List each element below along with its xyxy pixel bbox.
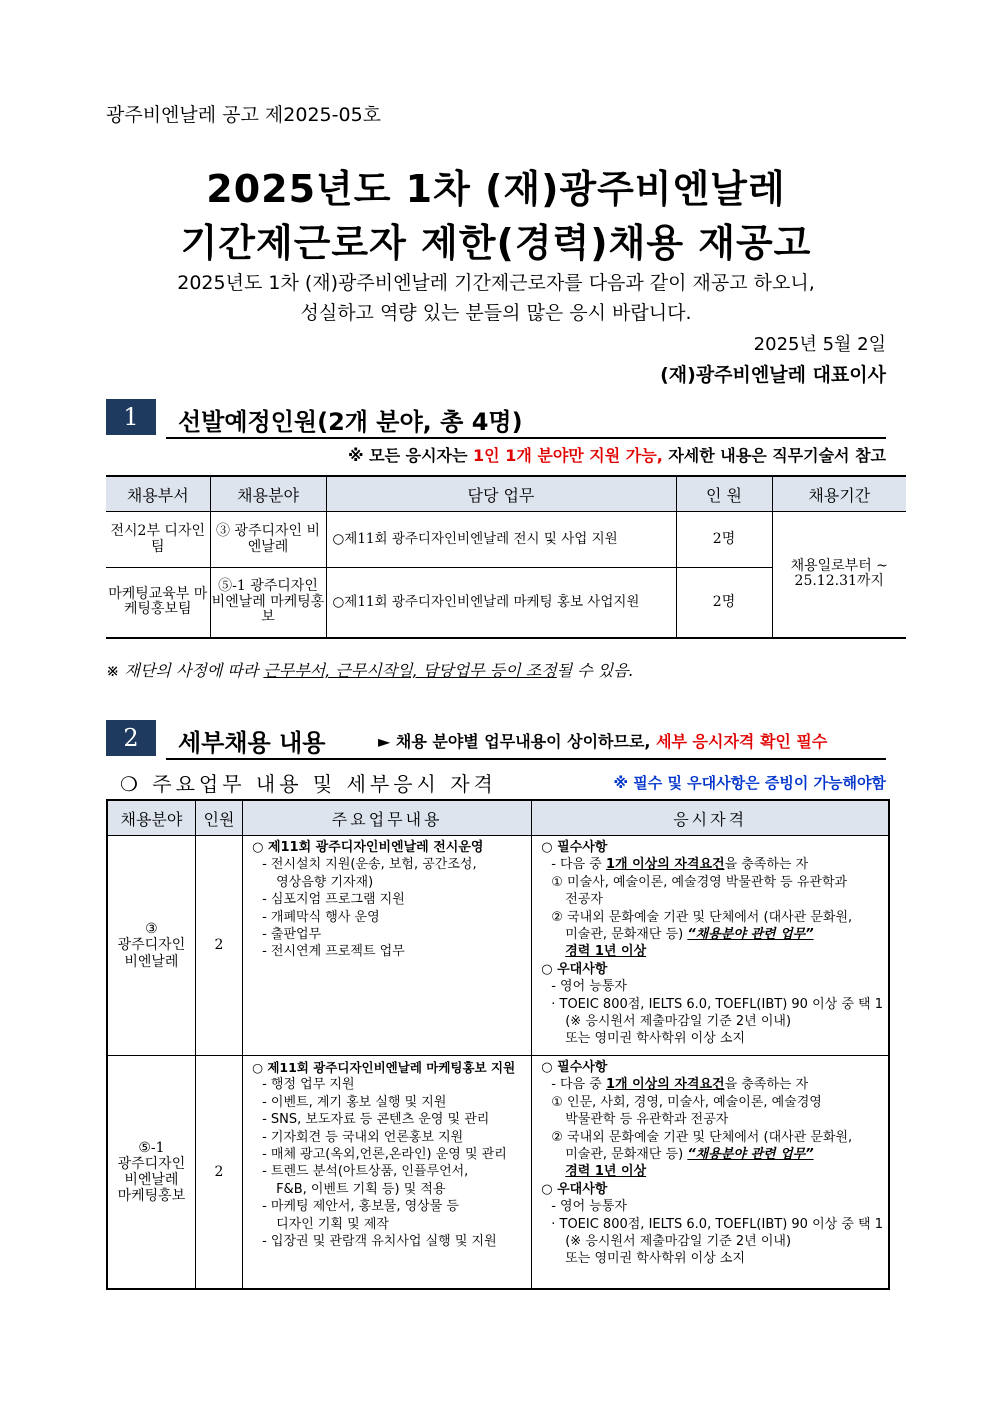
notice-date: 2025년 5월 2일 [753,334,886,355]
detail-table [106,799,890,1290]
intro-line1: 2025년도 1차 (재)광주비엔날레 기간제근로자를 다음과 같이 재공고 하오니, [177,272,815,294]
evidence-note: ※ 필수 및 우대사항은 증빙이 가능해야함 [613,774,886,792]
duty-cell: ○제11회 광주디자인비엔날레 전시 및 사업 지원 [326,512,676,568]
requirements-cell: ○ 필수사항 - 다음 중 1개 이상의 자격요건을 충족하는 자 ① 인문, 사회, 경영, 미술사, 예술이론, 예술경영 박물관학 등 유관학과 전공자 ② 국내외 문화예술 기관 및 단체에서 (대사관 문화원, 미술관, 문화재단 등) “채용분야 관련 업무” 경력 1년 이상 ○ 우대사항 - 영어 능통자 · TOEIC 800점, IELTS 6.0, TOEFL(IBT) 90 이상 중 택 1 (※ 응시원서 제출마감일 기준 2년 이내) 또는 영미권 학사학위 이상 소지 [532,1056,889,1289]
section1-note: ※ 모든 응시자는 1인 1개 분야만 지원 가능, 자세한 내용은 직무기술서 참고 [348,446,886,465]
column-header: 채용부서 [106,476,210,512]
count-cell: 2 [195,836,242,1056]
column-header: 응시자격 [532,800,889,836]
section1-underline [166,437,886,439]
count-cell: 2명 [676,512,772,568]
duty-cell: ○제11회 광주디자인비엔날레 마케팅 홍보 사업지원 [326,568,676,638]
table-row [107,836,889,1056]
section1-number: 1 [106,399,156,435]
field-cell: ⑤-1 광주디자인 비엔날레 마케팅홍보 [107,1056,195,1289]
section2-arrow-note: ► 채용 분야별 업무내용이 상이하므로, 세부 응시자격 확인 필수 [378,732,828,751]
column-header: 담당 업무 [326,476,676,512]
dept-cell: 전시2부 디자인팀 [106,512,210,568]
notice-number: 광주비엔날레 공고 제2025-05호 [106,104,382,126]
duty-cell: ○ 제11회 광주디자인비엔날레 마케팅홍보 지원 - 행정 업무 지원 - 이벤트, 계기 홍보 실행 및 지원 - SNS, 보도자료 등 콘텐츠 운영 및 관리 - 기자회견 등 국내외 언론홍보 지원 - 매체 광고(옥외,언론,온라인) 운영 및 관리 - 트렌드 분석(아트상품, 인플루언서, F&B, 이벤트 기획 등) 및 적용 - 마케팅 제안서, 홍보물, 영상물 등 디자인 기획 및 제작 - 입장권 및 관람객 유치사업 실행 및 지원 [243,1056,532,1289]
column-header: 채용분야 [210,476,326,512]
section2-underline [166,758,886,760]
section1-note-highlight: 1인 1개 분야만 지원 가능, [473,446,663,465]
field-cell: ⑤-1 광주디자인 비엔날레 마케팅홍보 [210,568,326,638]
column-header: 인원 [195,800,242,836]
column-header: 주요업무내용 [243,800,532,836]
requirements-cell: ○ 필수사항 - 다음 중 1개 이상의 자격요건을 충족하는 자 ① 미술사, 예술이론, 예술경영 박물관학 등 유관학과 전공자 ② 국내외 문화예술 기관 및 단체에서 (대사관 문화원, 미술관, 문화재단 등) “채용분야 관련 업무” 경력 1년 이상 ○ 우대사항 - 영어 능통자 · TOEIC 800점, IELTS 6.0, TOEFL(IBT) 90 이상 중 택 1 (※ 응시원서 제출마감일 기준 2년 이내) 또는 영미권 학사학위 이상 소지 [532,836,889,1056]
field-cell: ③ 광주디자인 비엔날레 [107,836,195,1056]
section1-title: 선발예정인원(2개 분야, 총 4명) [178,408,523,436]
table-header-row [106,476,906,512]
dept-cell: 마케팅교육부 마케팅홍보팀 [106,568,210,638]
count-cell: 2명 [676,568,772,638]
page-title-line2: 기간제근로자 제한(경력)채용 재공고 [180,221,812,265]
table-row [106,512,906,568]
intro-line2: 성실하고 역량 있는 분들의 많은 응시 바랍니다. [300,302,692,324]
adjustment-footnote: ※ 재단의 사정에 따라 근무부서, 근무시작일, 담당업무 등이 조정될 수 있음. [106,661,634,680]
duty-cell: ○ 제11회 광주디자인비엔날레 전시운영 - 전시설치 지원(운송, 보험, 공간조성, 영상음향 기자재) - 심포지엄 프로그램 지원 - 개폐막식 행사 운영 - 출판업무 - 전시연계 프로젝트 업무 [243,836,532,1056]
organization-signature: (재)광주비엔날레 대표이사 [660,364,886,386]
section2-number: 2 [106,720,156,756]
field-cell: ③ 광주디자인 비엔날레 [210,512,326,568]
table-header-row [107,800,889,836]
sub-heading: ❍ 주요업무 내용 및 세부응시 자격 [120,772,497,796]
column-header: 채용기간 [772,476,906,512]
section2-title: 세부채용 내용 [178,729,326,757]
table-row [107,1056,889,1289]
recruitment-summary-table [106,475,906,639]
page-title-line1: 2025년도 1차 (재)광주비엔날레 [206,167,786,211]
period-cell: 채용일로부터 ~ 25.12.31까지 [772,512,906,638]
column-header: 인 원 [676,476,772,512]
count-cell: 2 [195,1056,242,1289]
column-header: 채용분야 [107,800,195,836]
